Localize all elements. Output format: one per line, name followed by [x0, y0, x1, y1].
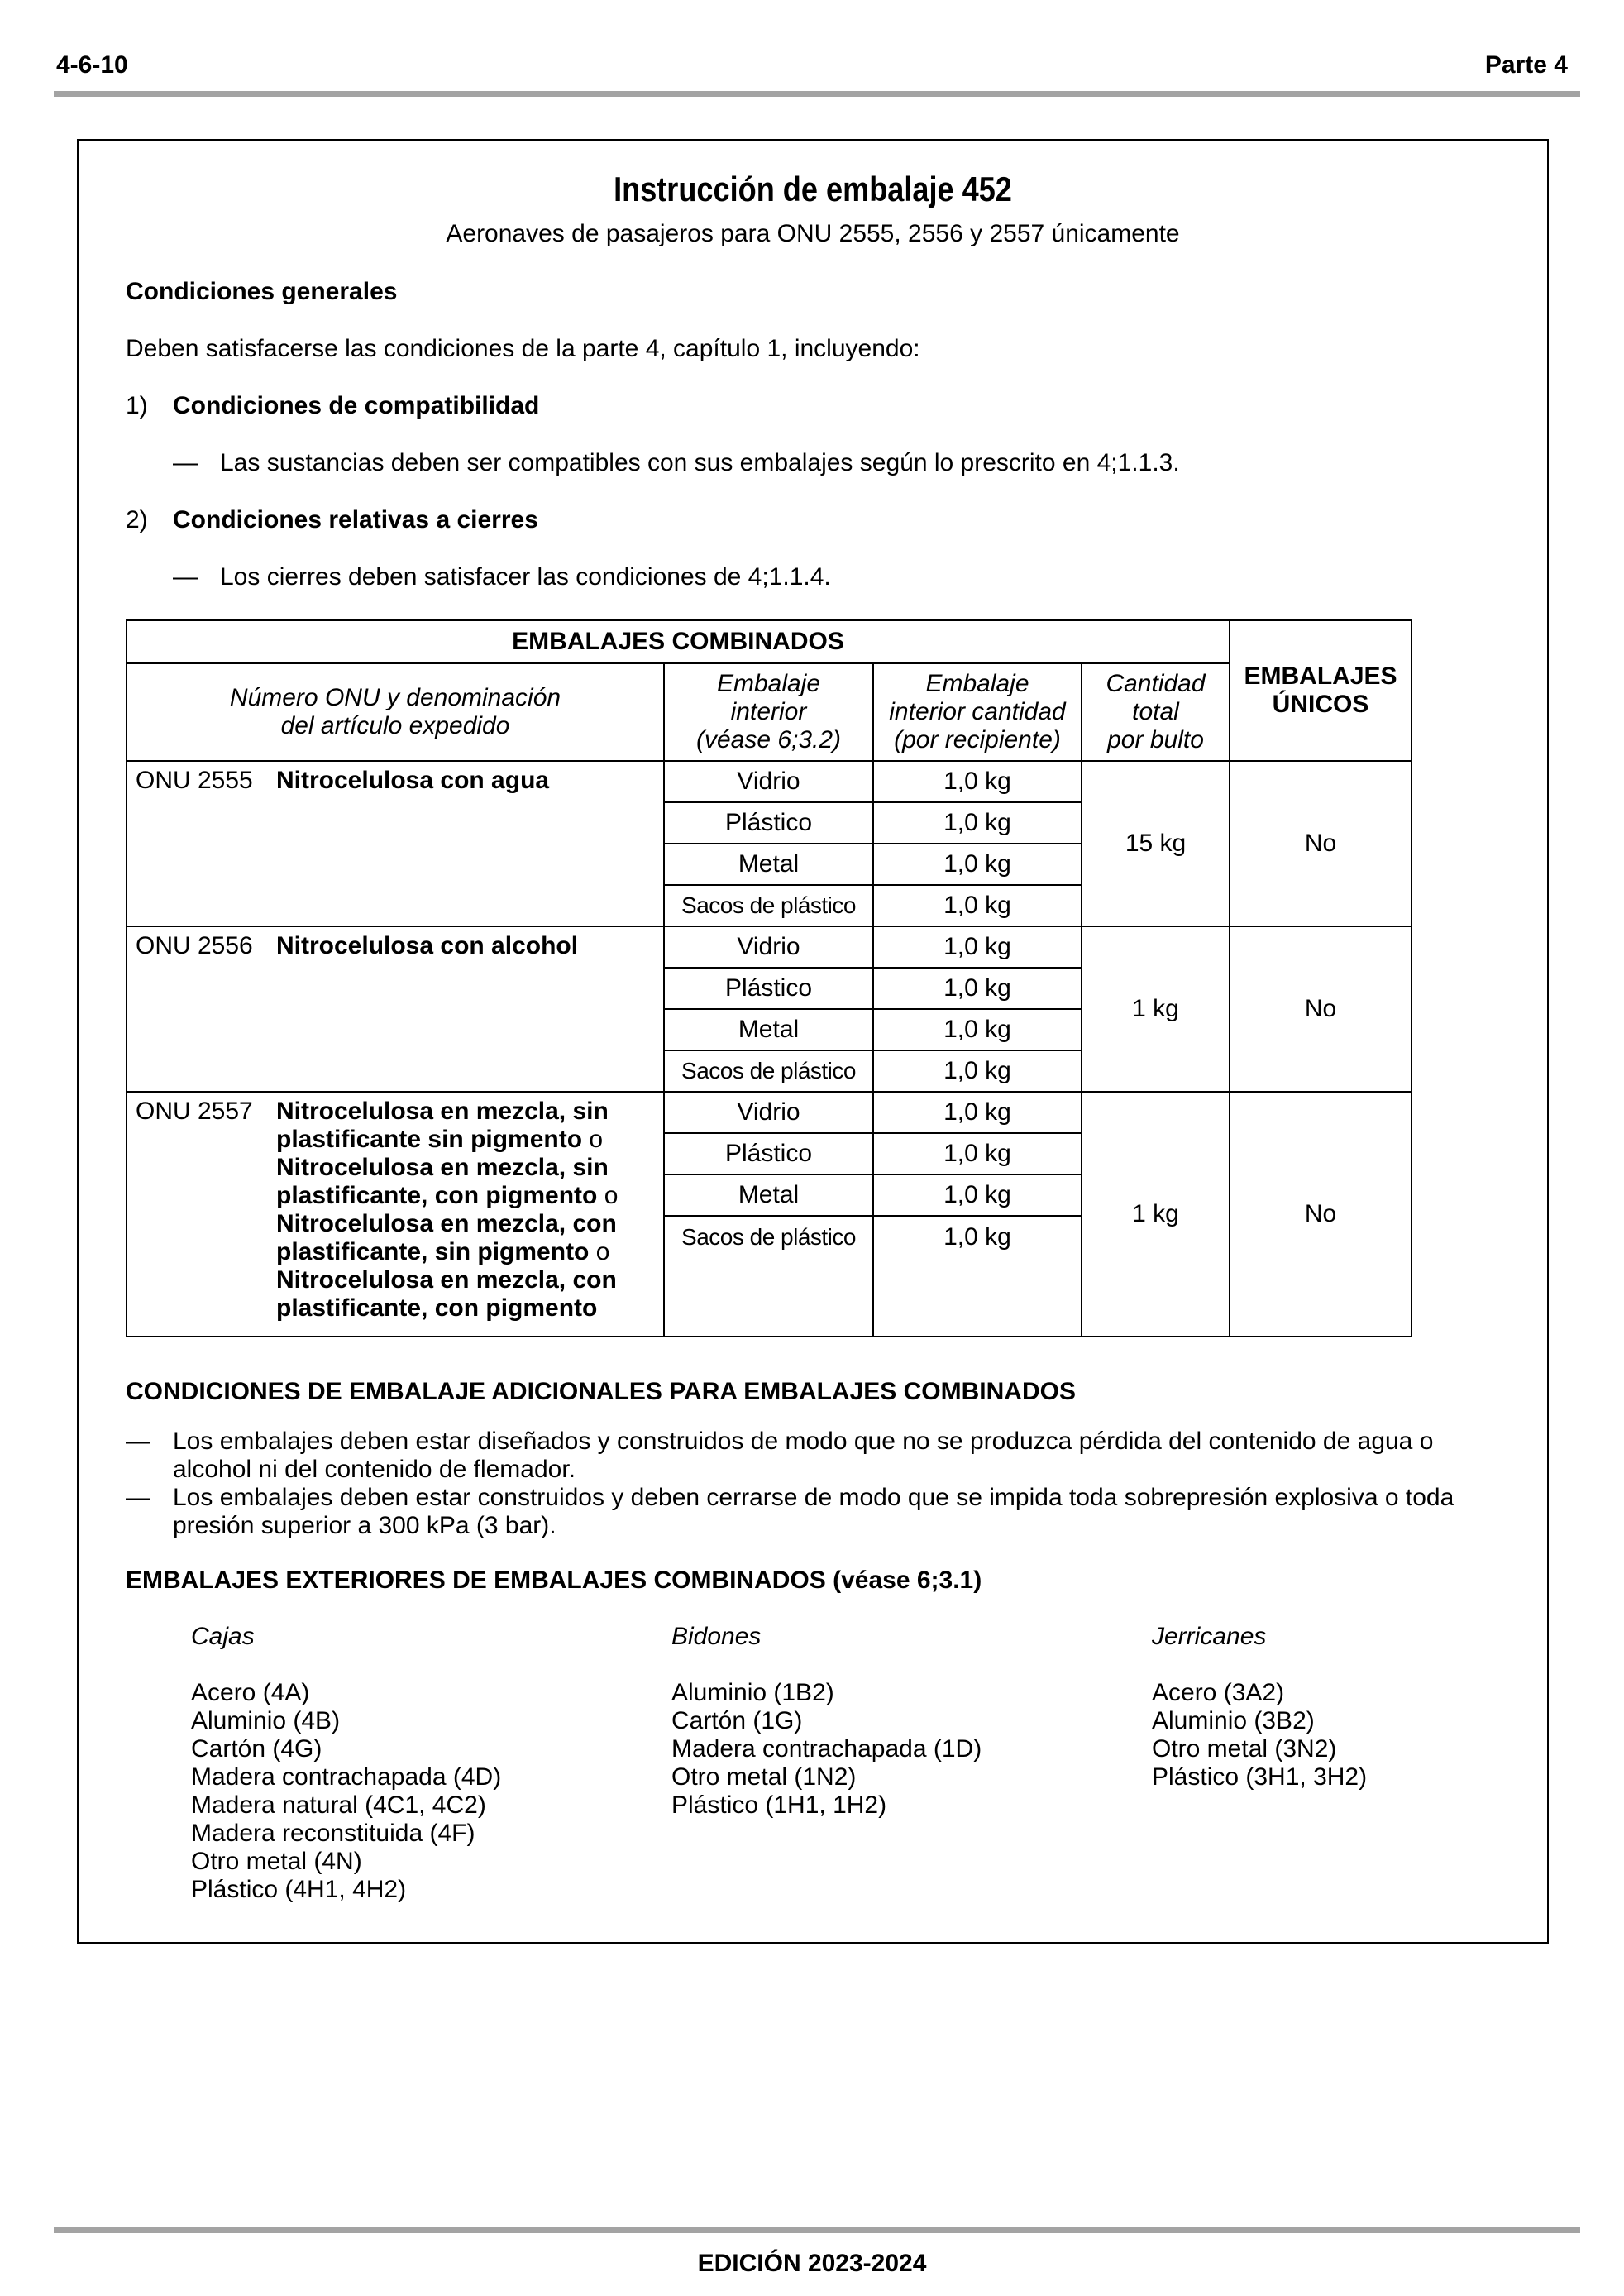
- inner-quantity-cell: 1,0 kg: [873, 1092, 1082, 1133]
- inner-packaging-cell: Metal: [664, 1174, 873, 1216]
- empty-cell: [664, 1257, 873, 1337]
- single-header-line: EMBALAJES: [1244, 662, 1397, 690]
- condition-2-text: Los cierres deben satisfacer las condiciones de 4;1.1.4.: [220, 563, 831, 591]
- outer-column-boxes: [191, 1623, 501, 1904]
- condition-1-heading: Condiciones de compatibilidad: [173, 392, 540, 419]
- condition-1-text: Las sustancias deben ser compatibles con sus embalajes según lo prescrito en 4;1.1.3.: [220, 449, 1180, 476]
- additional-item-text: Los embalajes deben estar diseñados y construidos de modo que no se produzca pérdida del contenido de agua o alcohol ni del contenido de flemador.: [173, 1428, 1434, 1483]
- inner-quantity-cell: 1,0 kg: [873, 1009, 1082, 1050]
- outer-packaging-item: Plástico (3H1, 3H2): [1152, 1763, 1368, 1791]
- condition-2-number: 2): [126, 506, 148, 533]
- inner-packaging-cell: Vidrio: [664, 926, 873, 968]
- shipping-name-part: Nitrocelulosa con alcohol: [276, 932, 579, 959]
- inner-quantity-cell: 1,0 kg: [873, 1050, 1082, 1092]
- outer-packaging-item: Otro metal (1N2): [671, 1763, 857, 1791]
- header-line: interior: [730, 698, 807, 725]
- header-line: Cantidad: [1106, 670, 1206, 697]
- inner-packaging-cell: Metal: [664, 1009, 873, 1050]
- total-quantity-cell: 1 kg: [1082, 926, 1230, 1092]
- header-line: Embalaje: [925, 670, 1029, 697]
- instruction-subtitle: Aeronaves de pasajeros para ONU 2555, 2556 y 2557 únicamente: [446, 220, 1180, 247]
- combined-packagings-header: EMBALAJES COMBINADOS: [127, 620, 1230, 663]
- inner-quantity-header: [873, 663, 1082, 761]
- header-line: por bulto: [1107, 726, 1204, 753]
- inner-packaging-cell: Plástico: [664, 802, 873, 844]
- shipping-name-part: o: [597, 1182, 619, 1209]
- shipping-name: [276, 1098, 640, 1323]
- outer-column-title: Bidones: [671, 1623, 762, 1650]
- un-entry-cell: [127, 1092, 664, 1337]
- header-line: total: [1132, 698, 1179, 725]
- header-line: interior cantidad: [889, 698, 1066, 725]
- inner-packaging-cell: Plástico: [664, 1133, 873, 1174]
- un-entry-cell: [127, 926, 664, 1092]
- un-number: ONU 2556: [136, 932, 253, 959]
- single-header-line: ÚNICOS: [1272, 691, 1369, 718]
- packing-table: [126, 619, 1412, 1337]
- general-heading: Condiciones generales: [126, 278, 398, 305]
- shipping-name-part: Nitrocelulosa en mezcla, con plastificante, sin pigmento: [276, 1210, 617, 1265]
- header-line: (véase 6;3.2): [695, 726, 842, 753]
- outer-column-jerricans: [1152, 1623, 1367, 1791]
- condition-2-dash: —: [173, 563, 198, 591]
- outer-column-title: Jerricanes: [1152, 1623, 1267, 1650]
- outer-packaging-item: Acero (3A2): [1152, 1679, 1285, 1706]
- inner-quantity-cell: 1,0 kg: [873, 968, 1082, 1009]
- edition-footer: EDICIÓN 2023-2024: [697, 2250, 927, 2277]
- instruction-box: [77, 139, 1549, 1944]
- inner-packaging-cell: Metal: [664, 844, 873, 885]
- general-intro: Deben satisfacerse las condiciones de la parte 4, capítulo 1, incluyendo:: [126, 335, 920, 362]
- outer-packaging-item: Otro metal (3N2): [1152, 1735, 1337, 1763]
- header-line: del artículo expedido: [280, 712, 510, 739]
- outer-packaging-item: Madera reconstituida (4F): [191, 1820, 475, 1847]
- inner-quantity-cell: 1,0 kg: [873, 761, 1082, 802]
- inner-packaging-cell: Plástico: [664, 968, 873, 1009]
- inner-quantity-cell: 1,0 kg: [873, 1133, 1082, 1174]
- condition-2-heading: Condiciones relativas a cierres: [173, 506, 538, 533]
- instruction-title: Instrucción de embalaje 452: [614, 170, 1012, 208]
- shipping-name-part: Nitrocelulosa en mezcla, con plastificante, con pigmento: [276, 1266, 617, 1322]
- shipping-name-part: o: [582, 1126, 604, 1153]
- outer-packaging-item: Plástico (4H1, 4H2): [191, 1876, 407, 1903]
- page-number: 4-6-10: [56, 51, 128, 79]
- additional-heading: CONDICIONES DE EMBALAJE ADICIONALES PARA EMBALAJES COMBINADOS: [126, 1378, 1076, 1405]
- table-body: [127, 761, 1411, 1337]
- total-quantity-cell: 15 kg: [1082, 761, 1230, 926]
- outer-packaging-item: Madera contrachapada (4D): [191, 1763, 502, 1791]
- total-quantity-header: [1082, 663, 1230, 761]
- outer-packaging-item: Aluminio (3B2): [1152, 1707, 1315, 1734]
- total-quantity-cell: 1 kg: [1082, 1092, 1230, 1337]
- outer-packaging-item: Madera contrachapada (1D): [671, 1735, 982, 1763]
- additional-item: [126, 1484, 1515, 1540]
- inner-quantity-cell: 1,0 kg: [873, 1216, 1082, 1257]
- shipping-name-part: Nitrocelulosa en mezcla, sin plastificante sin pigmento: [276, 1098, 609, 1153]
- inner-packaging-cell: Vidrio: [664, 761, 873, 802]
- table-row: [127, 1092, 1411, 1133]
- empty-cell: [873, 1257, 1082, 1337]
- outer-packaging-item: Acero (4A): [191, 1679, 310, 1706]
- inner-packaging-cell: Sacos de plástico: [664, 1216, 873, 1257]
- condition-1-number: 1): [126, 392, 148, 419]
- inner-packaging-cell: Sacos de plástico: [664, 1050, 873, 1092]
- outer-packaging-item: Aluminio (4B): [191, 1707, 341, 1734]
- un-number: ONU 2557: [136, 1098, 253, 1125]
- table-row: [127, 926, 1411, 968]
- shipping-name: [276, 767, 640, 795]
- dash: —: [126, 1428, 150, 1455]
- header-line: Embalaje: [716, 670, 821, 697]
- additional-item-text: Los embalajes deben estar construidos y deben cerrarse de modo que se impida toda sobrepresión explosiva o toda presión superior a 300 kPa (3 bar).: [173, 1484, 1454, 1539]
- additional-list: [126, 1428, 1515, 1540]
- inner-quantity-cell: 1,0 kg: [873, 1174, 1082, 1216]
- single-packaging-cell: No: [1230, 1092, 1411, 1337]
- header-line: Número ONU y denominación: [229, 684, 561, 711]
- shipping-name-part: Nitrocelulosa en mezcla, sin plastificante, con pigmento: [276, 1154, 609, 1209]
- table-row: [127, 761, 1411, 802]
- shipping-name-part: Nitrocelulosa con agua: [276, 767, 550, 794]
- inner-packaging-header: [664, 663, 873, 761]
- outer-heading: EMBALAJES EXTERIORES DE EMBALAJES COMBINADOS (véase 6;3.1): [126, 1567, 982, 1594]
- un-number: ONU 2555: [136, 767, 253, 794]
- inner-quantity-cell: 1,0 kg: [873, 885, 1082, 926]
- un-entry-cell: [127, 761, 664, 926]
- inner-quantity-cell: 1,0 kg: [873, 802, 1082, 844]
- footer-rule: [54, 2227, 1580, 2233]
- additional-item: [126, 1428, 1515, 1484]
- single-packagings-header: [1230, 620, 1411, 761]
- outer-column-title: Cajas: [191, 1623, 255, 1650]
- outer-packaging-item: Aluminio (1B2): [671, 1679, 834, 1706]
- inner-quantity-cell: 1,0 kg: [873, 926, 1082, 968]
- inner-packaging-cell: Sacos de plástico: [664, 885, 873, 926]
- part-label: Parte 4: [1484, 51, 1568, 79]
- shipping-name: [276, 932, 640, 960]
- outer-packaging-item: Cartón (4G): [191, 1735, 322, 1763]
- un-column-header: [127, 663, 664, 761]
- header-line: (por recipiente): [894, 726, 1061, 753]
- shipping-name-part: o: [589, 1238, 610, 1265]
- inner-quantity-cell: 1,0 kg: [873, 844, 1082, 885]
- outer-packaging-item: Madera natural (4C1, 4C2): [191, 1791, 486, 1819]
- single-packaging-cell: No: [1230, 761, 1411, 926]
- outer-packaging-item: Otro metal (4N): [191, 1848, 362, 1875]
- outer-column-drums: [671, 1623, 982, 1820]
- outer-packaging-item: Plástico (1H1, 1H2): [671, 1791, 887, 1819]
- inner-packaging-cell: Vidrio: [664, 1092, 873, 1133]
- outer-packaging-item: Cartón (1G): [671, 1707, 803, 1734]
- single-packaging-cell: No: [1230, 926, 1411, 1092]
- condition-1-dash: —: [173, 449, 198, 476]
- header-rule: [54, 91, 1580, 97]
- dash: —: [126, 1484, 150, 1511]
